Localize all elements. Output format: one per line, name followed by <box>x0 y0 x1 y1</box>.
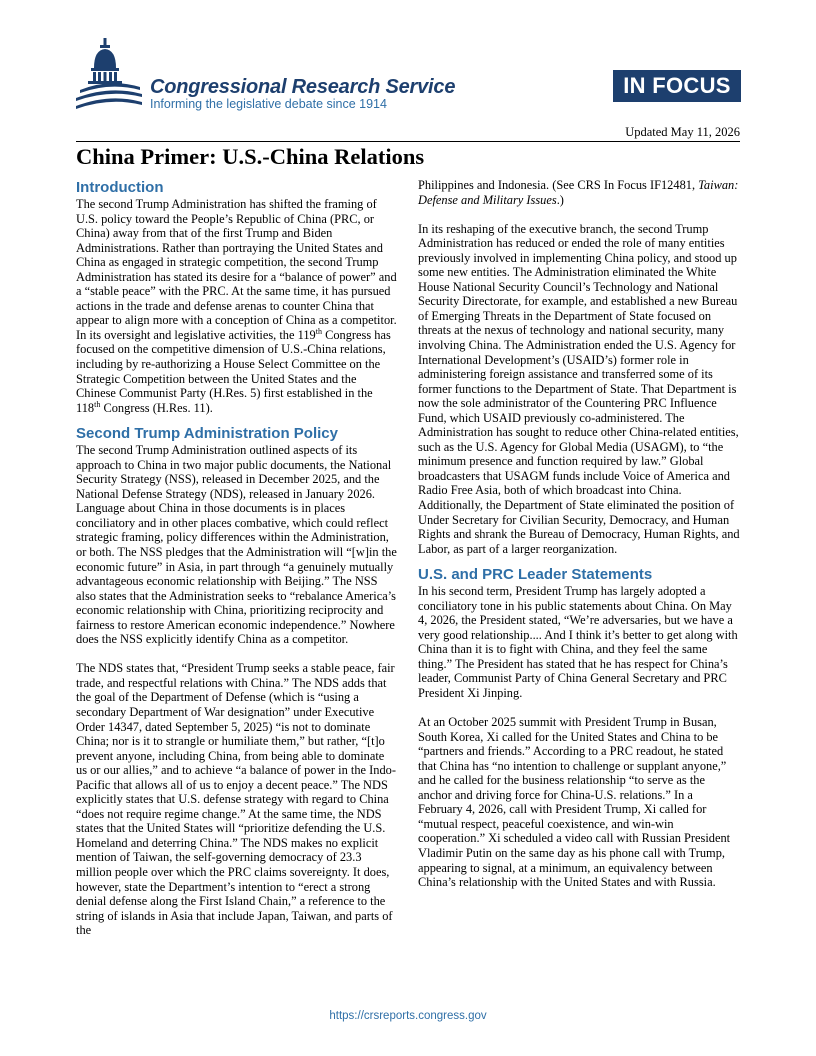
org-name: Congressional Research Service <box>150 76 456 98</box>
section-heading-introduction: Introduction <box>76 179 164 196</box>
in-focus-badge: IN FOCUS <box>613 70 741 102</box>
in-focus-reference-title: Taiwan: Defense and Military Issues <box>418 178 739 207</box>
capitol-dome-icon <box>76 38 142 112</box>
right-column <box>418 178 740 890</box>
leader-paragraph-2: At an October 2025 summit with President Trump in Busan, South Korea, Xi called for the United States and China to be “partners and friends.” According to a PRC readout, he stated that China has “no intention to challenge or supplant anyone,” and he called for the business relationship “to serve as the anchor and driving force for China-U.S. relations.” In a February 4, 2026, call with President Trump, Xi called for “mutual respect, peaceful coexistence, and win-win cooperation.” Xi scheduled a video call with Russian President Vladimir Putin on the same day as his phone call with Trump, appearing to signal, at a minimum, an equivalency between China’s relationship with the United States and with Russia. <box>418 715 731 890</box>
policy-paragraph-1: The second Trump Administration outlined aspects of its approach to China in two major public documents, the National Security Strategy (NSS), released in December 2025, and the National Defense Strategy (NDS), released in January 2026. Language about China in those documents is in places conciliatory and in other places combative, which could reflect strategic framing, policy differences within the Administration, or both. The NSS pledges that the Administration will “[w]in the economic future” in Asia, in part through “a genuinely mutually advantageous economic relationship with Beijing.” The NSS also states that the Administration seeks to “rebalance America’s economic relationship with China, prioritizing reciprocity and fairness to restore American economic independence.” Nowhere does the NSS explicitly identify China as a competitor. <box>76 443 397 647</box>
right-paragraph-0: Philippines and Indonesia. (See CRS In Focus IF12481, Taiwan: Defense and Military Issues.) <box>418 178 739 207</box>
left-column <box>76 178 398 938</box>
section-heading-policy: Second Trump Administration Policy <box>76 425 338 443</box>
footer-url-link[interactable]: https://crsreports.congress.gov <box>329 1010 487 1022</box>
updated-date: Updated May 11, 2026 <box>625 125 740 139</box>
org-tagline: Informing the legislative debate since 1914 <box>150 97 387 111</box>
section-heading-leader-statements: U.S. and PRC Leader Statements <box>418 566 653 584</box>
policy-paragraph-2: The NDS states that, “President Trump seeks a stable peace, fair trade, and respectful relations with China.” The NDS adds that the goal of the Department of Defense (which is “using a secondary Department of War designation” under Executive Order 14347, dated September 5, 2025) “is not to dominate China; nor is it to strangle or humiliate them,” but rather, “[t]o prevent anyone, including China, from being able to dominate us or our allies,” and to achieve “a balance of power in the Indo-Pacific that allows all of us to enjoy a decent peace.” The NDS explicitly states that U.S. defense strategy with regard to China “does not require regime change.” At the same time, the NDS states that the United States will “prioritize defending the U.S. Homeland and deterring China.” The NDS makes no explicit mention of Taiwan, the self-governing democracy of 23.3 million people over which the PRC claims sovereignty. It does, however, state the Department’s intention to “erect a strong denial defense along the First Island Chain,” a reference to the string of islands in Asia that include Japan, Taiwan, and parts of the <box>76 661 396 938</box>
document-title: China Primer: U.S.-China Relations <box>76 144 425 169</box>
intro-paragraph: The second Trump Administration has shifted the framing of U.S. policy toward the People’s Republic of China (PRC, or China) away from that of the first Trump and Biden Administrations. Rather than portraying the United States and China as engaged in strategic competition, the second Trump Administration has stated its desire for a “balance of power” and a “stable peace” with the PRC. At the same time, it has pursued actions in the trade and defense arenas to counter China that appear to align more with a conception of China as a competitor. In its oversight and legislative activities, the 119th Congress has focused on the competitive dimension of U.S.-China relations, including by re-authorizing a House Select Committee on the Strategic Competition between the United States and the Chinese Communist Party (H.Res. 5) first established in the 118th Congress (H.Res. 11). <box>76 197 397 415</box>
right-paragraph-1: In its reshaping of the executive branch, the second Trump Administration has reduced or ended the role of many entities previously involved in implementing China policy, and stood up some new entities. The Administration eliminated the White House National Security Council’s Technology and National Security Directorate, for example, and established a new Bureau of Emerging Threats in the Department of State focused on threats at the nexus of technology and national security, many involving China. The Administration ended the U.S. Agency for International Development’s (USAID’s) former role in administering foreign assistance and transferred some of its former functions to the Department of State. That Department is now the sole administrator of the Countering PRC Influence Fund, which USAID previously co-administered. The Administration has sought to reduce other China-related entities, such as the U.S. Agency for Global Media (USAGM), to “the minimum presence and function required by law.” Global broadcasters that USAGM funds include Voice of America and Radio Free Asia, both of which broadcast into China. Additionally, the Department of State eliminated the position of Under Secretary for Civilian Security, Democracy, and Human Rights and shrank the Bureau of Democracy, Human Rights, and Labor, as part of a larger reorganization. <box>418 221 740 556</box>
header-divider <box>76 141 740 142</box>
leader-paragraph-1: In his second term, President Trump has largely adopted a conciliatory tone in his public statements about China. On May 4, 2026, the President stated, “We’re adversaries, but we have a very good relationship.... And I think it’s better to get along with China than it is to fight with China, and they feel the same thing.” The President has stated that he has respect for China’s leader, Communist Party of China General Secretary and PRC President Xi Jinping. <box>418 584 738 700</box>
